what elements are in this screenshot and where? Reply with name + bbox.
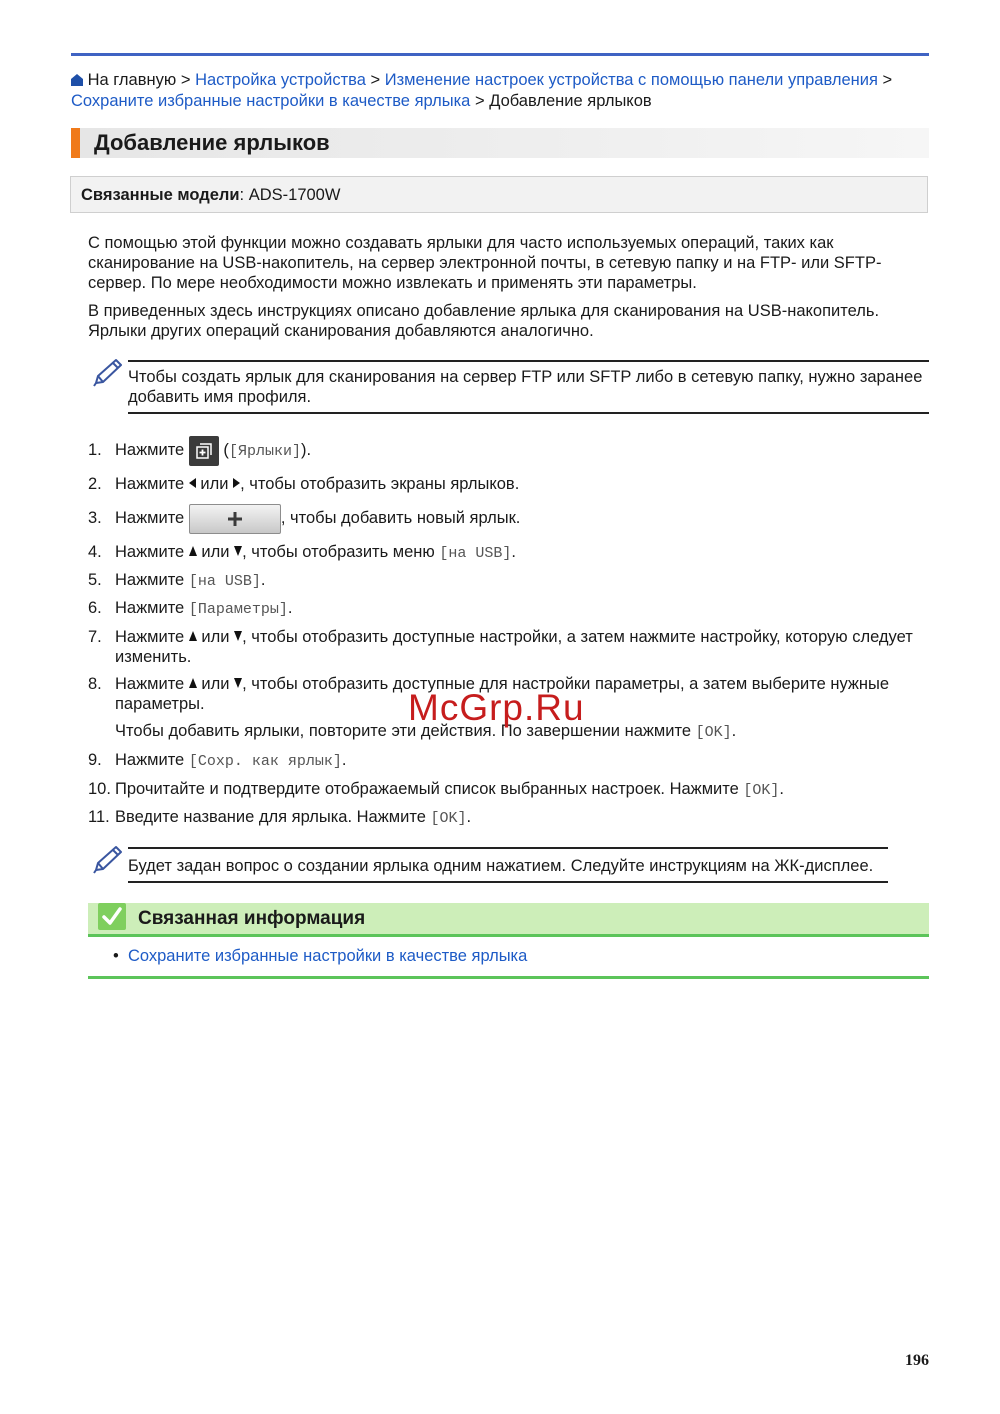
- intro-paragraph-1: С помощью этой функции можно создавать ярлыки для часто используемых операций, таких как сканирование на USB-накопитель, на сервер электронной почты, в сетевую папку и на FTP- или SFTP-сервер. По мере необходимости можно извлекать и применять эти параметры.: [88, 234, 882, 292]
- related-info-title: Связанная информация: [138, 908, 366, 929]
- breadcrumb-current: Добавление ярлыков: [489, 92, 652, 110]
- breadcrumb-link-change-settings[interactable]: Изменение настроек устройства с помощью панели управления: [384, 71, 878, 89]
- step-number: 7.: [88, 628, 102, 646]
- up-arrow-icon[interactable]: [189, 631, 197, 641]
- paren-open: (: [218, 441, 229, 459]
- step-end: .: [287, 599, 293, 617]
- title-accent: [71, 128, 80, 158]
- related-bottom-rule: [88, 976, 929, 979]
- models-label: Связанные модели: [81, 186, 240, 204]
- step-text: Нажмите: [115, 628, 189, 646]
- step-text: Прочитайте и подтвердите отображаемый список выбранных настроек. Нажмите: [115, 780, 744, 798]
- paren-close: ).: [300, 441, 312, 459]
- step-number: 9.: [88, 751, 102, 769]
- breadcrumb-link-device-setup[interactable]: Настройка устройства: [195, 71, 366, 89]
- step-text: , чтобы отобразить экраны ярлыков.: [240, 475, 520, 493]
- related-list-item: [113, 946, 527, 966]
- step-text: Нажмите: [115, 571, 189, 589]
- down-arrow-icon[interactable]: [234, 678, 242, 688]
- step-end: .: [511, 543, 516, 561]
- intro-paragraph-2: В приведенных здесь инструкциях описано добавление ярлыка для сканирования на USB-накопитель. Ярлыки других операций сканирования добавляются аналогично.: [88, 302, 880, 340]
- related-info-rule: [88, 934, 929, 937]
- step-text: Нажмите: [115, 509, 185, 527]
- step-end: .: [731, 722, 737, 740]
- step-text: , чтобы отобразить меню: [242, 543, 440, 561]
- related-models-box: [70, 176, 928, 213]
- step-text-or: или: [196, 675, 235, 693]
- shortcuts-button-icon[interactable]: [189, 436, 219, 466]
- note-box-2: [88, 844, 929, 884]
- related-link-save-favorites[interactable]: Сохраните избранные настройки в качестве ярлыка: [127, 947, 528, 965]
- step-text: Нажмите: [115, 599, 189, 617]
- step-number: 11.: [88, 808, 110, 826]
- step-text: Нажмите: [115, 751, 189, 769]
- top-rule: [71, 53, 929, 56]
- breadcrumb-separator: >: [882, 71, 893, 89]
- step-text-or: или: [195, 475, 234, 493]
- step-end: .: [466, 808, 472, 826]
- models-value: : ADS-1700W: [239, 186, 341, 204]
- ui-label-shortcuts: [Ярлыки]: [228, 443, 301, 460]
- home-icon[interactable]: [71, 74, 83, 86]
- left-arrow-icon[interactable]: [189, 478, 196, 488]
- step-text-or: или: [196, 543, 235, 561]
- step-text: Введите название для ярлыка. Нажмите: [115, 808, 431, 826]
- breadcrumb-link-save-favorites[interactable]: Сохраните избранные настройки в качестве ярлыка: [71, 92, 471, 110]
- step-number: 8.: [88, 675, 102, 693]
- pencil-note-icon: [92, 844, 124, 876]
- step-number: 10.: [88, 780, 111, 798]
- step-number: 2.: [88, 475, 102, 493]
- shortcuts-icon: [196, 443, 212, 459]
- step-text: Нажмите: [115, 675, 189, 693]
- step-text: Нажмите: [115, 543, 189, 561]
- page-title-bar: [71, 128, 929, 158]
- ui-label-save-as-shortcut: [Сохр. как ярлык]: [188, 753, 342, 770]
- right-arrow-icon[interactable]: [233, 478, 240, 488]
- page-title: Добавление ярлыков: [94, 130, 330, 155]
- step-number: 3.: [88, 509, 102, 527]
- ui-label-ok: [OK]: [430, 810, 467, 827]
- pencil-note-icon: [92, 357, 124, 389]
- step-text: Чтобы добавить ярлыки, повторите эти действия. По завершении нажмите: [115, 722, 696, 740]
- page-number: 196: [905, 1352, 929, 1369]
- step-text: , чтобы отобразить доступные настройки, а затем нажмите настройку, которую следует изменить.: [115, 628, 913, 666]
- checkmark-icon: [98, 903, 126, 930]
- related-info-header: [88, 903, 929, 935]
- breadcrumb-separator: >: [180, 71, 191, 89]
- up-arrow-icon[interactable]: [189, 678, 197, 688]
- breadcrumb-home[interactable]: На главную: [87, 71, 177, 89]
- step-number: 1.: [88, 441, 102, 459]
- step-number: 5.: [88, 571, 102, 589]
- note-box-1: [88, 357, 929, 414]
- step-text-or: или: [196, 628, 235, 646]
- plus-icon: [227, 511, 243, 527]
- breadcrumb-separator: >: [474, 92, 485, 110]
- ui-label-to-usb: [на USB]: [188, 573, 261, 590]
- step-text: , чтобы отобразить доступные для настройки параметры, а затем выберите нужные параметры.: [115, 675, 890, 713]
- step-text: , чтобы добавить новый ярлык.: [280, 509, 521, 527]
- down-arrow-icon[interactable]: [234, 631, 242, 641]
- ui-label-ok: [OK]: [743, 782, 780, 799]
- step-text: Нажмите: [115, 441, 185, 459]
- ui-label-options: [Параметры]: [188, 601, 288, 618]
- watermark: McGrp.Ru: [408, 687, 585, 728]
- note-text-2: Будет задан вопрос о создании ярлыка одним нажатием. Следуйте инструкциям на ЖК-дисплее.: [128, 847, 888, 883]
- bullet: •: [113, 947, 119, 965]
- step-end: .: [779, 780, 784, 798]
- breadcrumb-separator: >: [370, 71, 381, 89]
- step-text: Нажмите: [115, 475, 189, 493]
- ui-label-to-usb: [на USB]: [439, 545, 512, 562]
- add-shortcut-button[interactable]: [189, 504, 281, 534]
- step-number: 6.: [88, 599, 102, 617]
- step-end: .: [260, 571, 266, 589]
- note-text-1: Чтобы создать ярлык для сканирования на сервер FTP или SFTP либо в сетевую папку, нужно заранее добавить имя профиля.: [128, 360, 929, 414]
- step-end: .: [341, 751, 347, 769]
- ui-label-ok: [OK]: [695, 724, 732, 741]
- breadcrumb: [71, 70, 929, 112]
- down-arrow-icon[interactable]: [234, 546, 242, 556]
- up-arrow-icon[interactable]: [189, 546, 197, 556]
- step-number: 4.: [88, 543, 102, 561]
